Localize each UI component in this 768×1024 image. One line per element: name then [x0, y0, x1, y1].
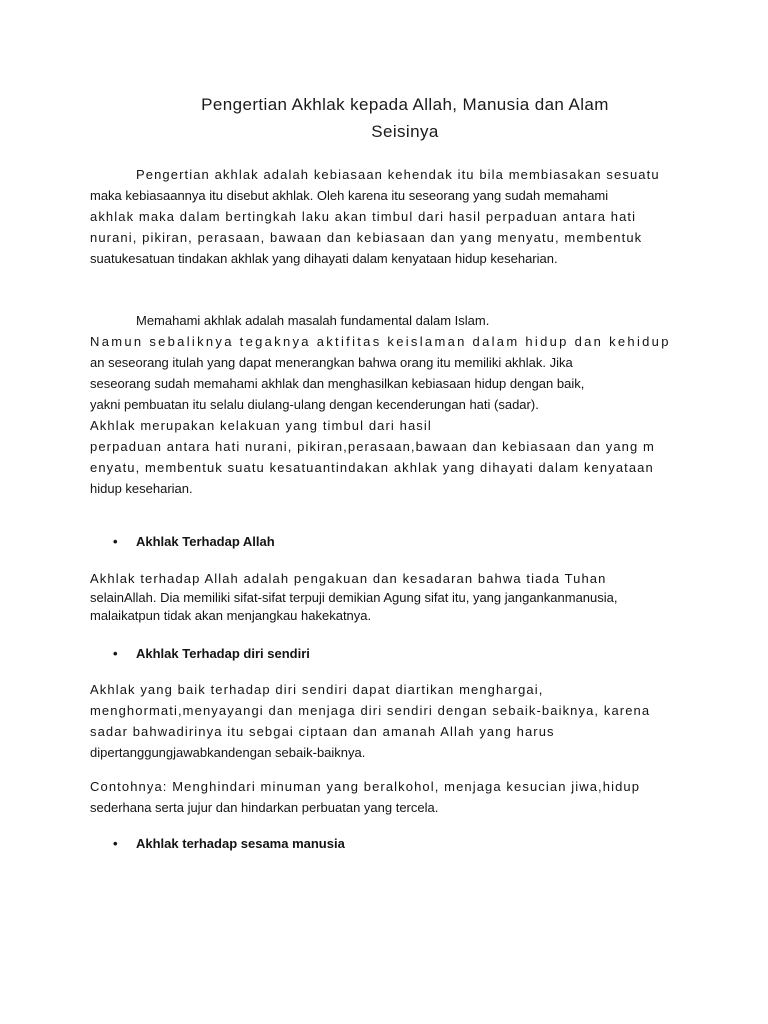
- bullet-icon: •: [113, 646, 118, 661]
- paragraph-2-line: yakni pembuatan itu selalu diulang-ulang dengan kecenderungan hati (sadar).: [90, 397, 539, 412]
- section-2-line: sadar bahwadirinya itu sebgai ciptaan dan amanah Allah yang harus: [90, 724, 555, 739]
- section-1-line: malaikatpun tidak akan menjangkau hakekatnya.: [90, 608, 372, 623]
- paragraph-1-line: maka kebiasaannya itu disebut akhlak. Oleh karena itu seseorang yang sudah memahami: [90, 188, 609, 203]
- paragraph-1-line: akhlak maka dalam bertingkah laku akan timbul dari hasil perpaduan antara hati: [90, 209, 637, 224]
- paragraph-1-line: Pengertian akhlak adalah kebiasaan kehendak itu bila membiasakan sesuatu: [136, 167, 660, 182]
- paragraph-2-line: Memahami akhlak adalah masalah fundamental dalam Islam.: [136, 313, 490, 328]
- section-1-line: Akhlak terhadap Allah adalah pengakuan dan kesadaran bahwa tiada Tuhan: [90, 571, 607, 586]
- section-1-line: selainAllah. Dia memiliki sifat-sifat terpuji demikian Agung sifat itu, yang jangankanmanusia,: [90, 590, 618, 605]
- section-heading-label: Akhlak Terhadap Allah: [136, 534, 275, 549]
- paragraph-2-line: Akhlak merupakan kelakuan yang timbul dari hasil: [90, 418, 432, 433]
- example-line: sederhana serta jujur dan hindarkan perbuatan yang tercela.: [90, 800, 439, 815]
- section-2-line: dipertanggungjawabkandengan sebaik-baiknya.: [90, 745, 366, 760]
- section-heading-sesama-manusia: [113, 836, 345, 852]
- section-2-line: Akhlak yang baik terhadap diri sendiri dapat diartikan menghargai,: [90, 682, 544, 697]
- paragraph-2-line: Namun sebaliknya tegaknya aktifitas keislaman dalam hidup dan kehidup: [90, 334, 671, 349]
- bullet-icon: •: [113, 534, 118, 549]
- title-line-1: Pengertian Akhlak kepada Allah, Manusia dan Alam: [201, 95, 609, 114]
- section-heading-allah: [113, 534, 275, 550]
- section-2-line: menghormati,menyayangi dan menjaga diri sendiri dengan sebaik-baiknya, karena: [90, 703, 651, 718]
- section-heading-diri-sendiri: [113, 646, 310, 662]
- section-heading-label: Akhlak terhadap sesama manusia: [136, 836, 345, 851]
- paragraph-2-line: hidup keseharian.: [90, 481, 193, 496]
- paragraph-2-line: an seseorang itulah yang dapat menerangkan bahwa orang itu memiliki akhlak. Jika: [90, 355, 573, 370]
- document-title: [120, 91, 690, 145]
- section-heading-label: Akhlak Terhadap diri sendiri: [136, 646, 310, 661]
- paragraph-2-line: perpaduan antara hati nurani, pikiran,perasaan,bawaan dan kebiasaan dan yang m: [90, 439, 655, 454]
- title-line-2: Seisinya: [371, 122, 439, 141]
- paragraph-1-line: suatukesatuan tindakan akhlak yang dihayati dalam kenyataan hidup keseharian.: [90, 251, 558, 266]
- example-line: Contohnya: Menghindari minuman yang beralkohol, menjaga kesucian jiwa,hidup: [90, 779, 641, 794]
- paragraph-1-line: nurani, pikiran, perasaan, bawaan dan kebiasaan dan yang menyatu, membentuk: [90, 230, 643, 245]
- bullet-icon: •: [113, 836, 118, 851]
- paragraph-2-line: enyatu, membentuk suatu kesatuantindakan akhlak yang dihayati dalam kenyataan: [90, 460, 654, 475]
- paragraph-2-line: seseorang sudah memahami akhlak dan menghasilkan kebiasaan hidup dengan baik,: [90, 376, 585, 391]
